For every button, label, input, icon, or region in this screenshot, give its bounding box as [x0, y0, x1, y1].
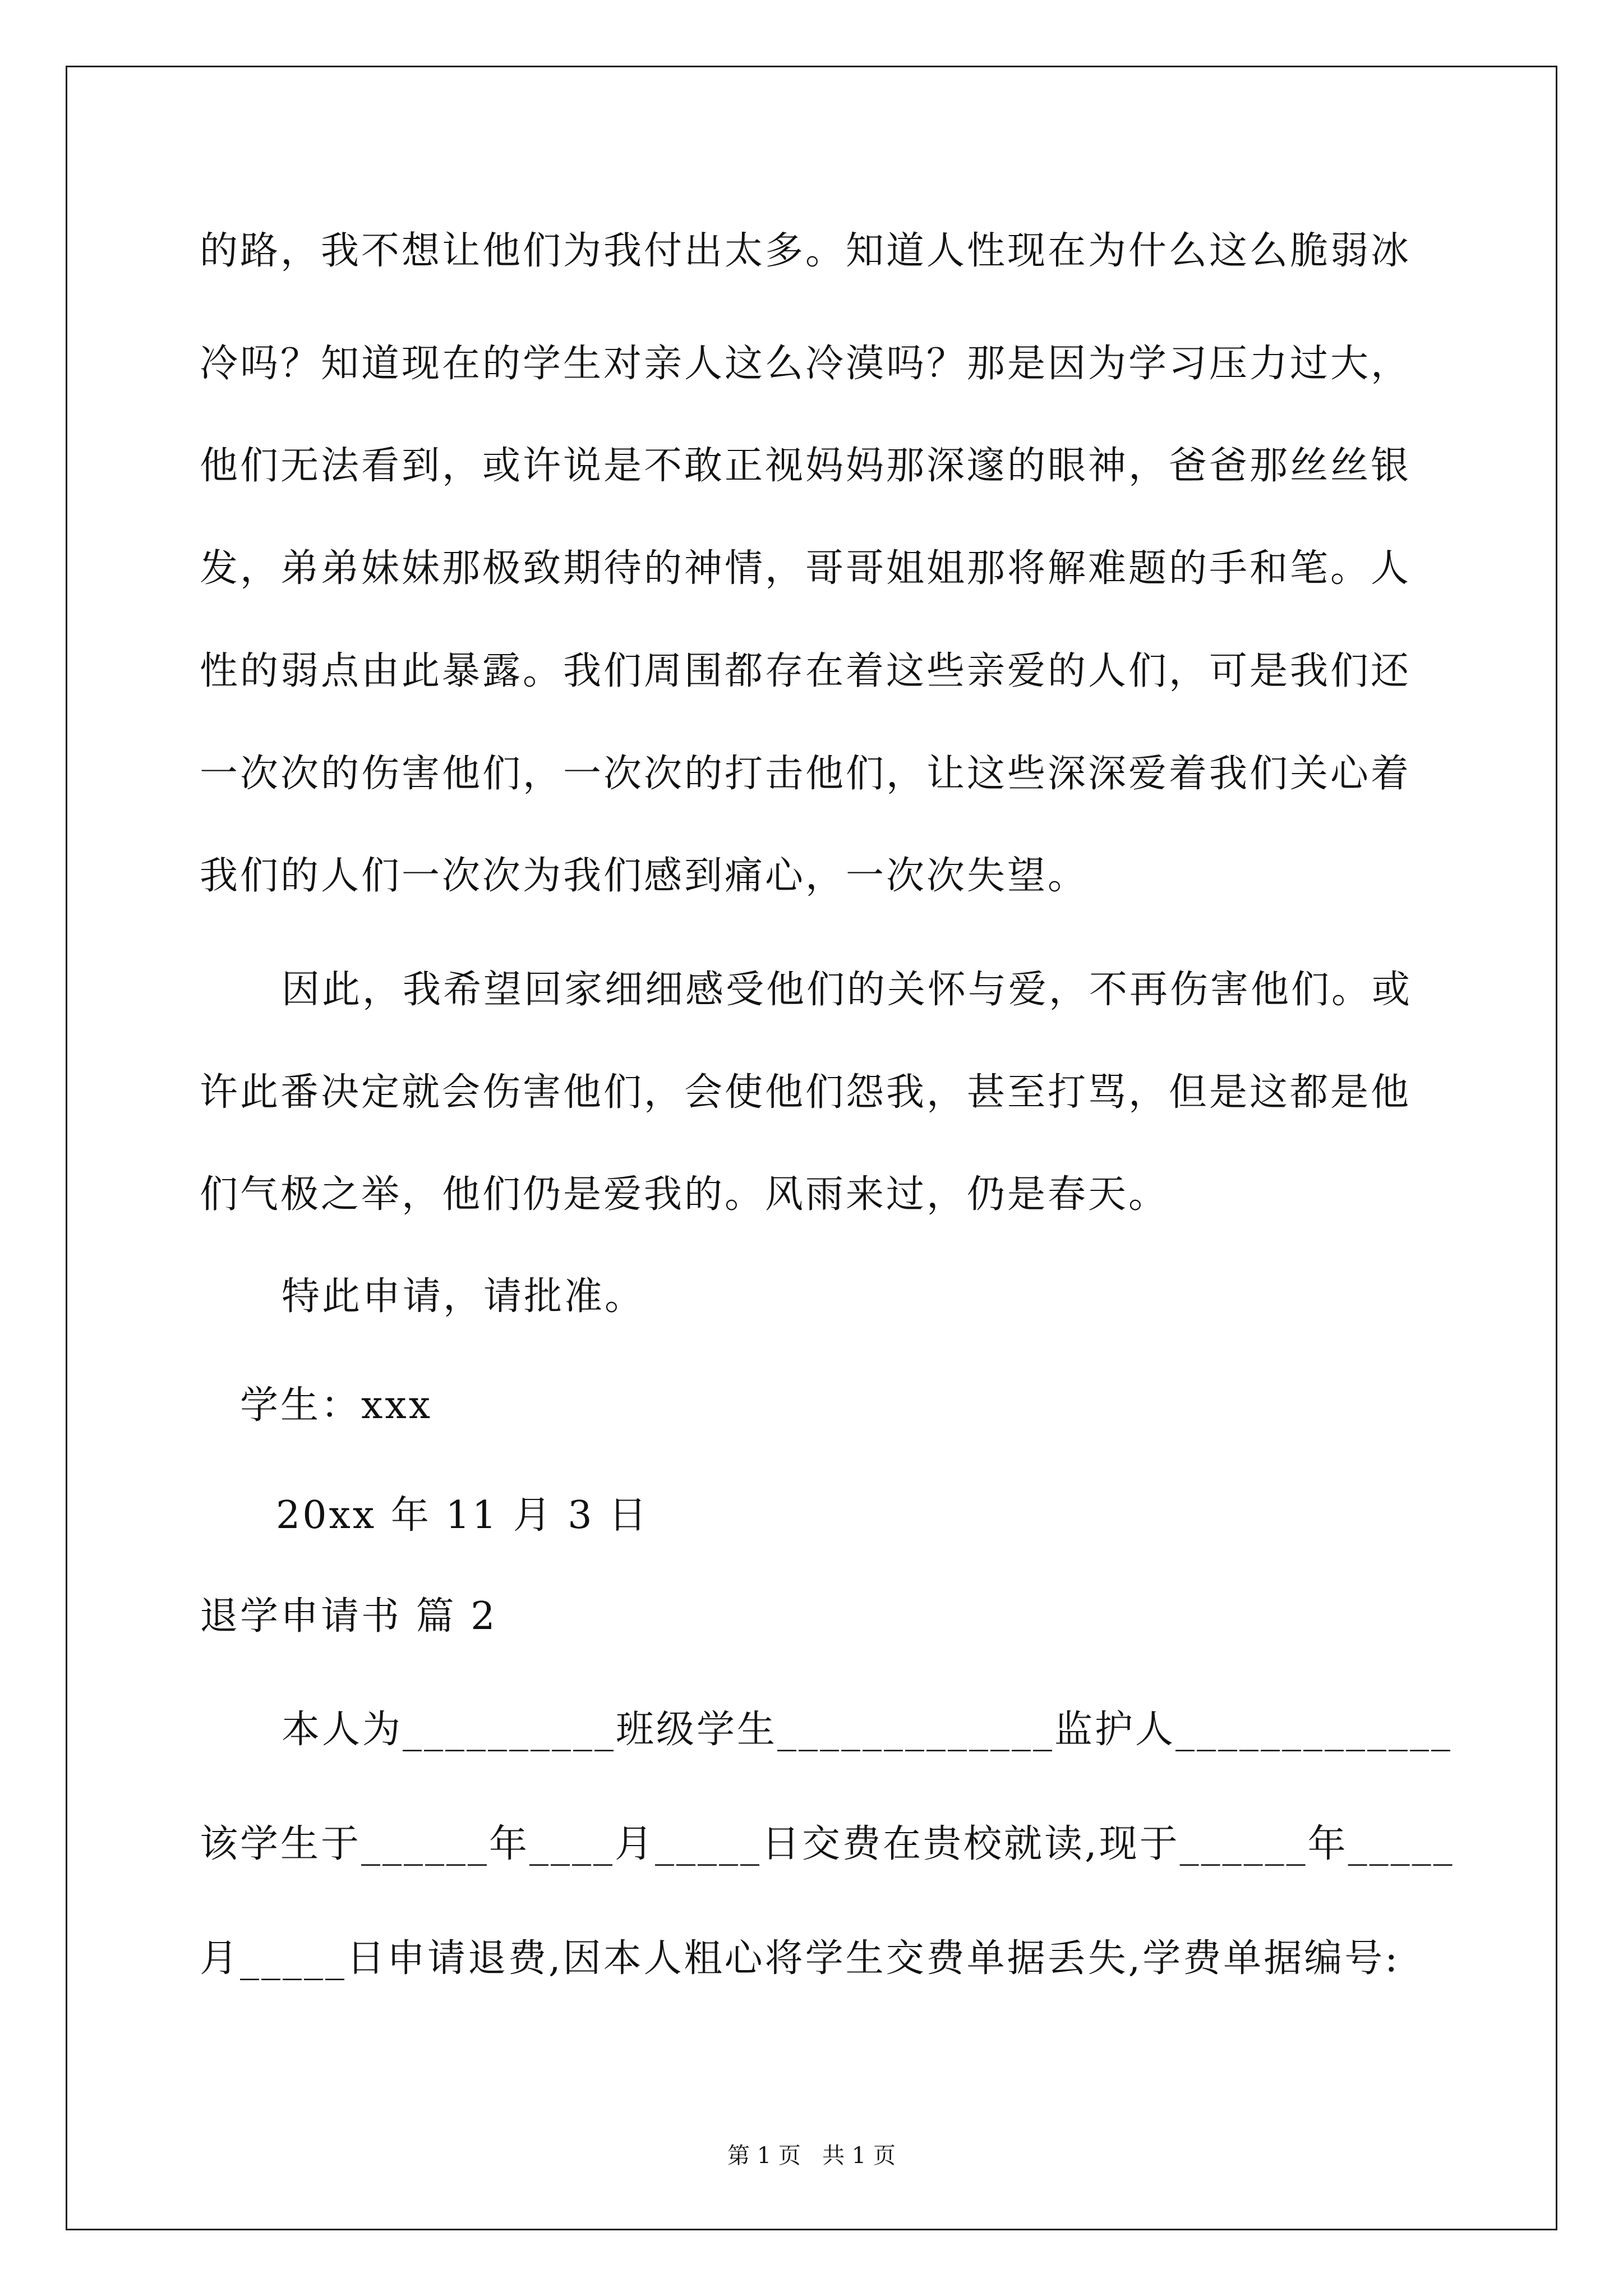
body-line-4: 发，弟弟妹妹那极致期待的神情，哥哥姐姐那将解难题的手和笔。人 [200, 546, 1412, 591]
paragraph-2-line-2: 许此番决定就会伤害他们，会使他们怨我，甚至打骂，但是这都是他 [200, 1070, 1412, 1115]
paragraph-2-line-1: 因此，我希望回家细细感受他们的关怀与爱，不再伤害他们。或 [282, 968, 1413, 1012]
form-line-2: 该学生于______年____月_____日交费在贵校就读,现于______年_____ [200, 1822, 1455, 1866]
body-line-5: 性的弱点由此暴露。我们周围都存在着这些亲爱的人们，可是我们还 [200, 649, 1412, 693]
body-line-7: 我们的人们一次次为我们感到痛心，一次次失望。 [200, 854, 1089, 898]
paragraph-2-line-3: 们气极之举，他们仍是爱我的。风雨来过，仍是春天。 [200, 1172, 1169, 1217]
page-border [66, 66, 1557, 2230]
form-line-3: 月_____日申请退费,因本人粗心将学生交费单据丢失,学费单据编号: [200, 1936, 1400, 1981]
closing-request: 特此申请，请批准。 [282, 1274, 645, 1319]
body-line-1: 的路，我不想让他们为我付出太多。知道人性现在为什么这么脆弱冰 [200, 229, 1412, 273]
signature-date: 20xx 年 11 月 3 日 [276, 1493, 649, 1538]
page-footer: 第 1 页 共 1 页 [727, 2143, 896, 2169]
section-title: 退学申请书 篇 2 [200, 1594, 497, 1639]
form-line-1: 本人为__________班级学生_____________监护人_____________ [282, 1708, 1453, 1752]
body-line-6: 一次次的伤害他们，一次次的打击他们，让这些深深爱着我们关心着 [200, 752, 1412, 796]
body-line-2: 冷吗？知道现在的学生对亲人这么冷漠吗？那是因为学习压力过大， [200, 342, 1412, 386]
body-line-3: 他们无法看到，或许说是不敢正视妈妈那深邃的眼神，爸爸那丝丝银 [200, 444, 1412, 488]
signature-student: 学生：xxx [240, 1383, 433, 1428]
